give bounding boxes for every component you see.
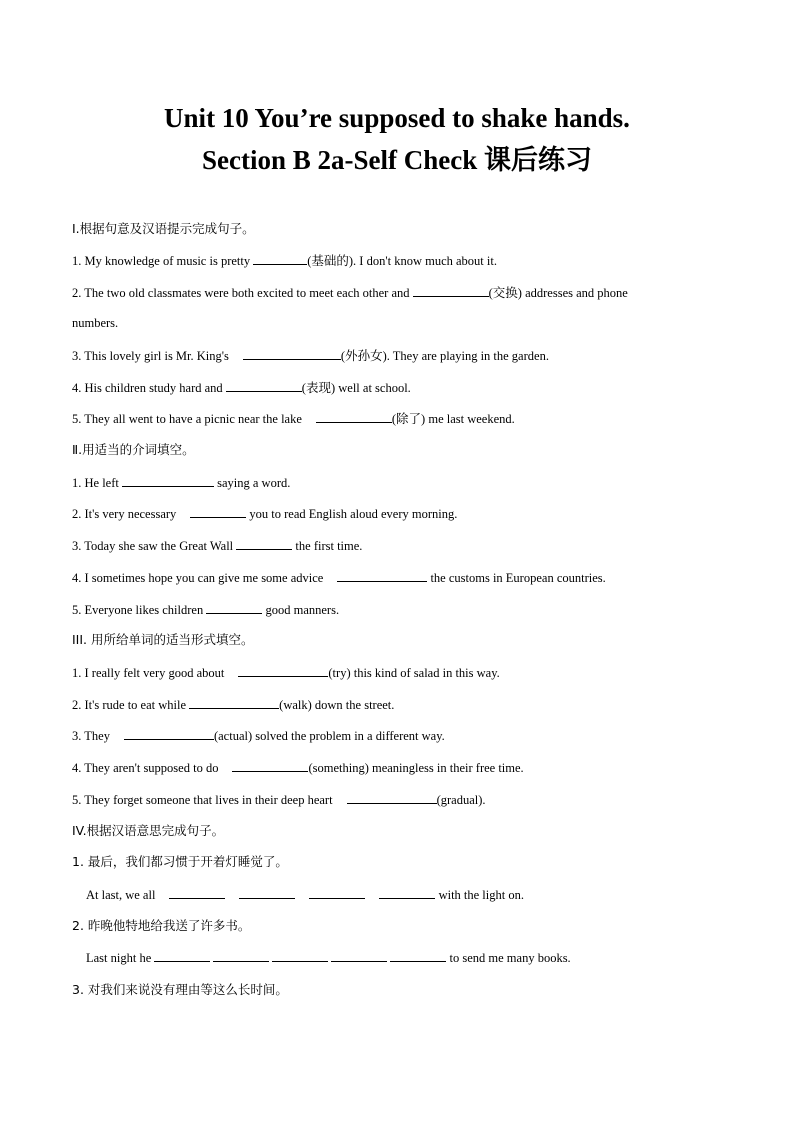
sec1-question-1 bbox=[72, 252, 497, 269]
sec2-question-1 bbox=[72, 474, 290, 491]
answer-blank[interactable] bbox=[316, 410, 392, 423]
question-text: 2. It's rude to eat while bbox=[72, 698, 190, 712]
sec1-question-5 bbox=[72, 410, 515, 427]
question-text: (actual) solved the problem in a different way. bbox=[213, 729, 445, 743]
question-text: 4. They aren't supposed to do bbox=[72, 761, 219, 775]
question-text: 2. The two old classmates were both excited to meet each other and bbox=[72, 286, 413, 300]
section-2-heading: Ⅱ.用适当的介词填空。 bbox=[72, 442, 195, 457]
question-text: (除了) me last weekend. bbox=[391, 412, 515, 426]
answer-blank[interactable] bbox=[124, 727, 214, 740]
answer-blank[interactable] bbox=[169, 886, 225, 899]
sec2-question-2 bbox=[72, 505, 457, 522]
question-text: with the light on. bbox=[435, 888, 524, 902]
sec2-question-4 bbox=[72, 569, 606, 586]
question-text: (walk) down the street. bbox=[279, 698, 395, 712]
question-text: 4. His children study hard and bbox=[72, 381, 226, 395]
answer-blank[interactable] bbox=[413, 284, 489, 297]
answer-blank[interactable] bbox=[390, 949, 446, 962]
sec1-question-2-cont: numbers. bbox=[72, 316, 119, 330]
question-text: (something) meaningless in their free time. bbox=[308, 761, 524, 775]
sec4-question-2-chinese: 2. 昨晚他特地给我送了许多书。 bbox=[72, 918, 251, 933]
question-text: 1. My knowledge of music is pretty bbox=[72, 254, 254, 268]
question-text: (gradual). bbox=[436, 793, 486, 807]
sec4-question-1-english bbox=[86, 886, 524, 903]
title-line-1: Unit 10 You’re supposed to shake hands. bbox=[164, 103, 630, 133]
answer-blank[interactable] bbox=[190, 505, 246, 518]
section-3-heading: III. 用所给单词的适当形式填空。 bbox=[72, 632, 254, 647]
answer-blank[interactable] bbox=[206, 601, 262, 614]
question-text: 1. I really felt very good about bbox=[72, 666, 225, 680]
sec3-question-5 bbox=[72, 791, 486, 808]
answer-blank[interactable] bbox=[331, 949, 387, 962]
sec3-question-4 bbox=[72, 759, 524, 776]
answer-blank[interactable] bbox=[253, 252, 307, 265]
sec1-question-2 bbox=[72, 284, 628, 301]
question-text: to send me many books. bbox=[446, 951, 571, 965]
question-text: (表现) well at school. bbox=[301, 381, 411, 395]
sec3-question-1 bbox=[72, 664, 500, 681]
question-text: you to read English aloud every morning. bbox=[246, 507, 458, 521]
question-text: (try) this kind of salad in this way. bbox=[328, 666, 500, 680]
answer-blank[interactable] bbox=[226, 379, 302, 392]
title-line-2: Section B 2a-Self Check 课后练习 bbox=[202, 145, 592, 175]
answer-blank[interactable] bbox=[347, 791, 437, 804]
sec1-question-3 bbox=[72, 347, 549, 364]
sec4-question-1-chinese: 1. 最后，我们都习惯于开着灯睡觉了。 bbox=[72, 854, 288, 869]
question-text: the first time. bbox=[292, 539, 363, 553]
question-text: good manners. bbox=[262, 603, 340, 617]
sec3-question-2 bbox=[72, 696, 394, 713]
sec4-question-2-english bbox=[86, 949, 571, 966]
sec4-question-3-chinese: 3. 对我们来说没有理由等这么长时间。 bbox=[72, 982, 288, 997]
answer-blank[interactable] bbox=[239, 886, 295, 899]
question-text: the customs in European countries. bbox=[427, 571, 606, 585]
answer-blank[interactable] bbox=[272, 949, 328, 962]
question-text: 4. I sometimes hope you can give me some advice bbox=[72, 571, 324, 585]
answer-blank[interactable] bbox=[238, 664, 328, 677]
question-text: 1. He left bbox=[72, 476, 122, 490]
question-text: 3. Today she saw the Great Wall bbox=[72, 539, 237, 553]
answer-blank[interactable] bbox=[309, 886, 365, 899]
section-4-heading: IV.根据汉语意思完成句子。 bbox=[72, 823, 225, 838]
sec1-question-4 bbox=[72, 379, 411, 396]
question-text: 3. They bbox=[72, 729, 110, 743]
answer-blank[interactable] bbox=[189, 696, 279, 709]
question-text: 2. It's very necessary bbox=[72, 507, 177, 521]
answer-blank[interactable] bbox=[379, 886, 435, 899]
question-text: (交换) addresses and phone bbox=[488, 286, 628, 300]
answer-blank[interactable] bbox=[122, 474, 214, 487]
answer-blank[interactable] bbox=[243, 347, 341, 360]
question-text: saying a word. bbox=[213, 476, 291, 490]
question-text: Last night he bbox=[86, 951, 155, 965]
question-text: 5. Everyone likes children bbox=[72, 603, 207, 617]
sec2-question-5 bbox=[72, 601, 339, 618]
question-text: (外孙女). They are playing in the garden. bbox=[340, 349, 549, 363]
sec3-question-3 bbox=[72, 727, 445, 744]
question-text: At last, we all bbox=[86, 888, 156, 902]
section-1-heading: Ⅰ.根据句意及汉语提示完成句子。 bbox=[72, 221, 255, 236]
sec2-question-3 bbox=[72, 537, 362, 554]
answer-blank[interactable] bbox=[337, 569, 427, 582]
question-text: (基础的). I don't know much about it. bbox=[307, 254, 497, 268]
answer-blank[interactable] bbox=[236, 537, 292, 550]
question-text: 3. This lovely girl is Mr. King's bbox=[72, 349, 229, 363]
answer-blank[interactable] bbox=[232, 759, 308, 772]
answer-blank[interactable] bbox=[154, 949, 210, 962]
question-text: 5. They forget someone that lives in their deep heart bbox=[72, 793, 333, 807]
answer-blank[interactable] bbox=[213, 949, 269, 962]
question-text: 5. They all went to have a picnic near the lake bbox=[72, 412, 302, 426]
